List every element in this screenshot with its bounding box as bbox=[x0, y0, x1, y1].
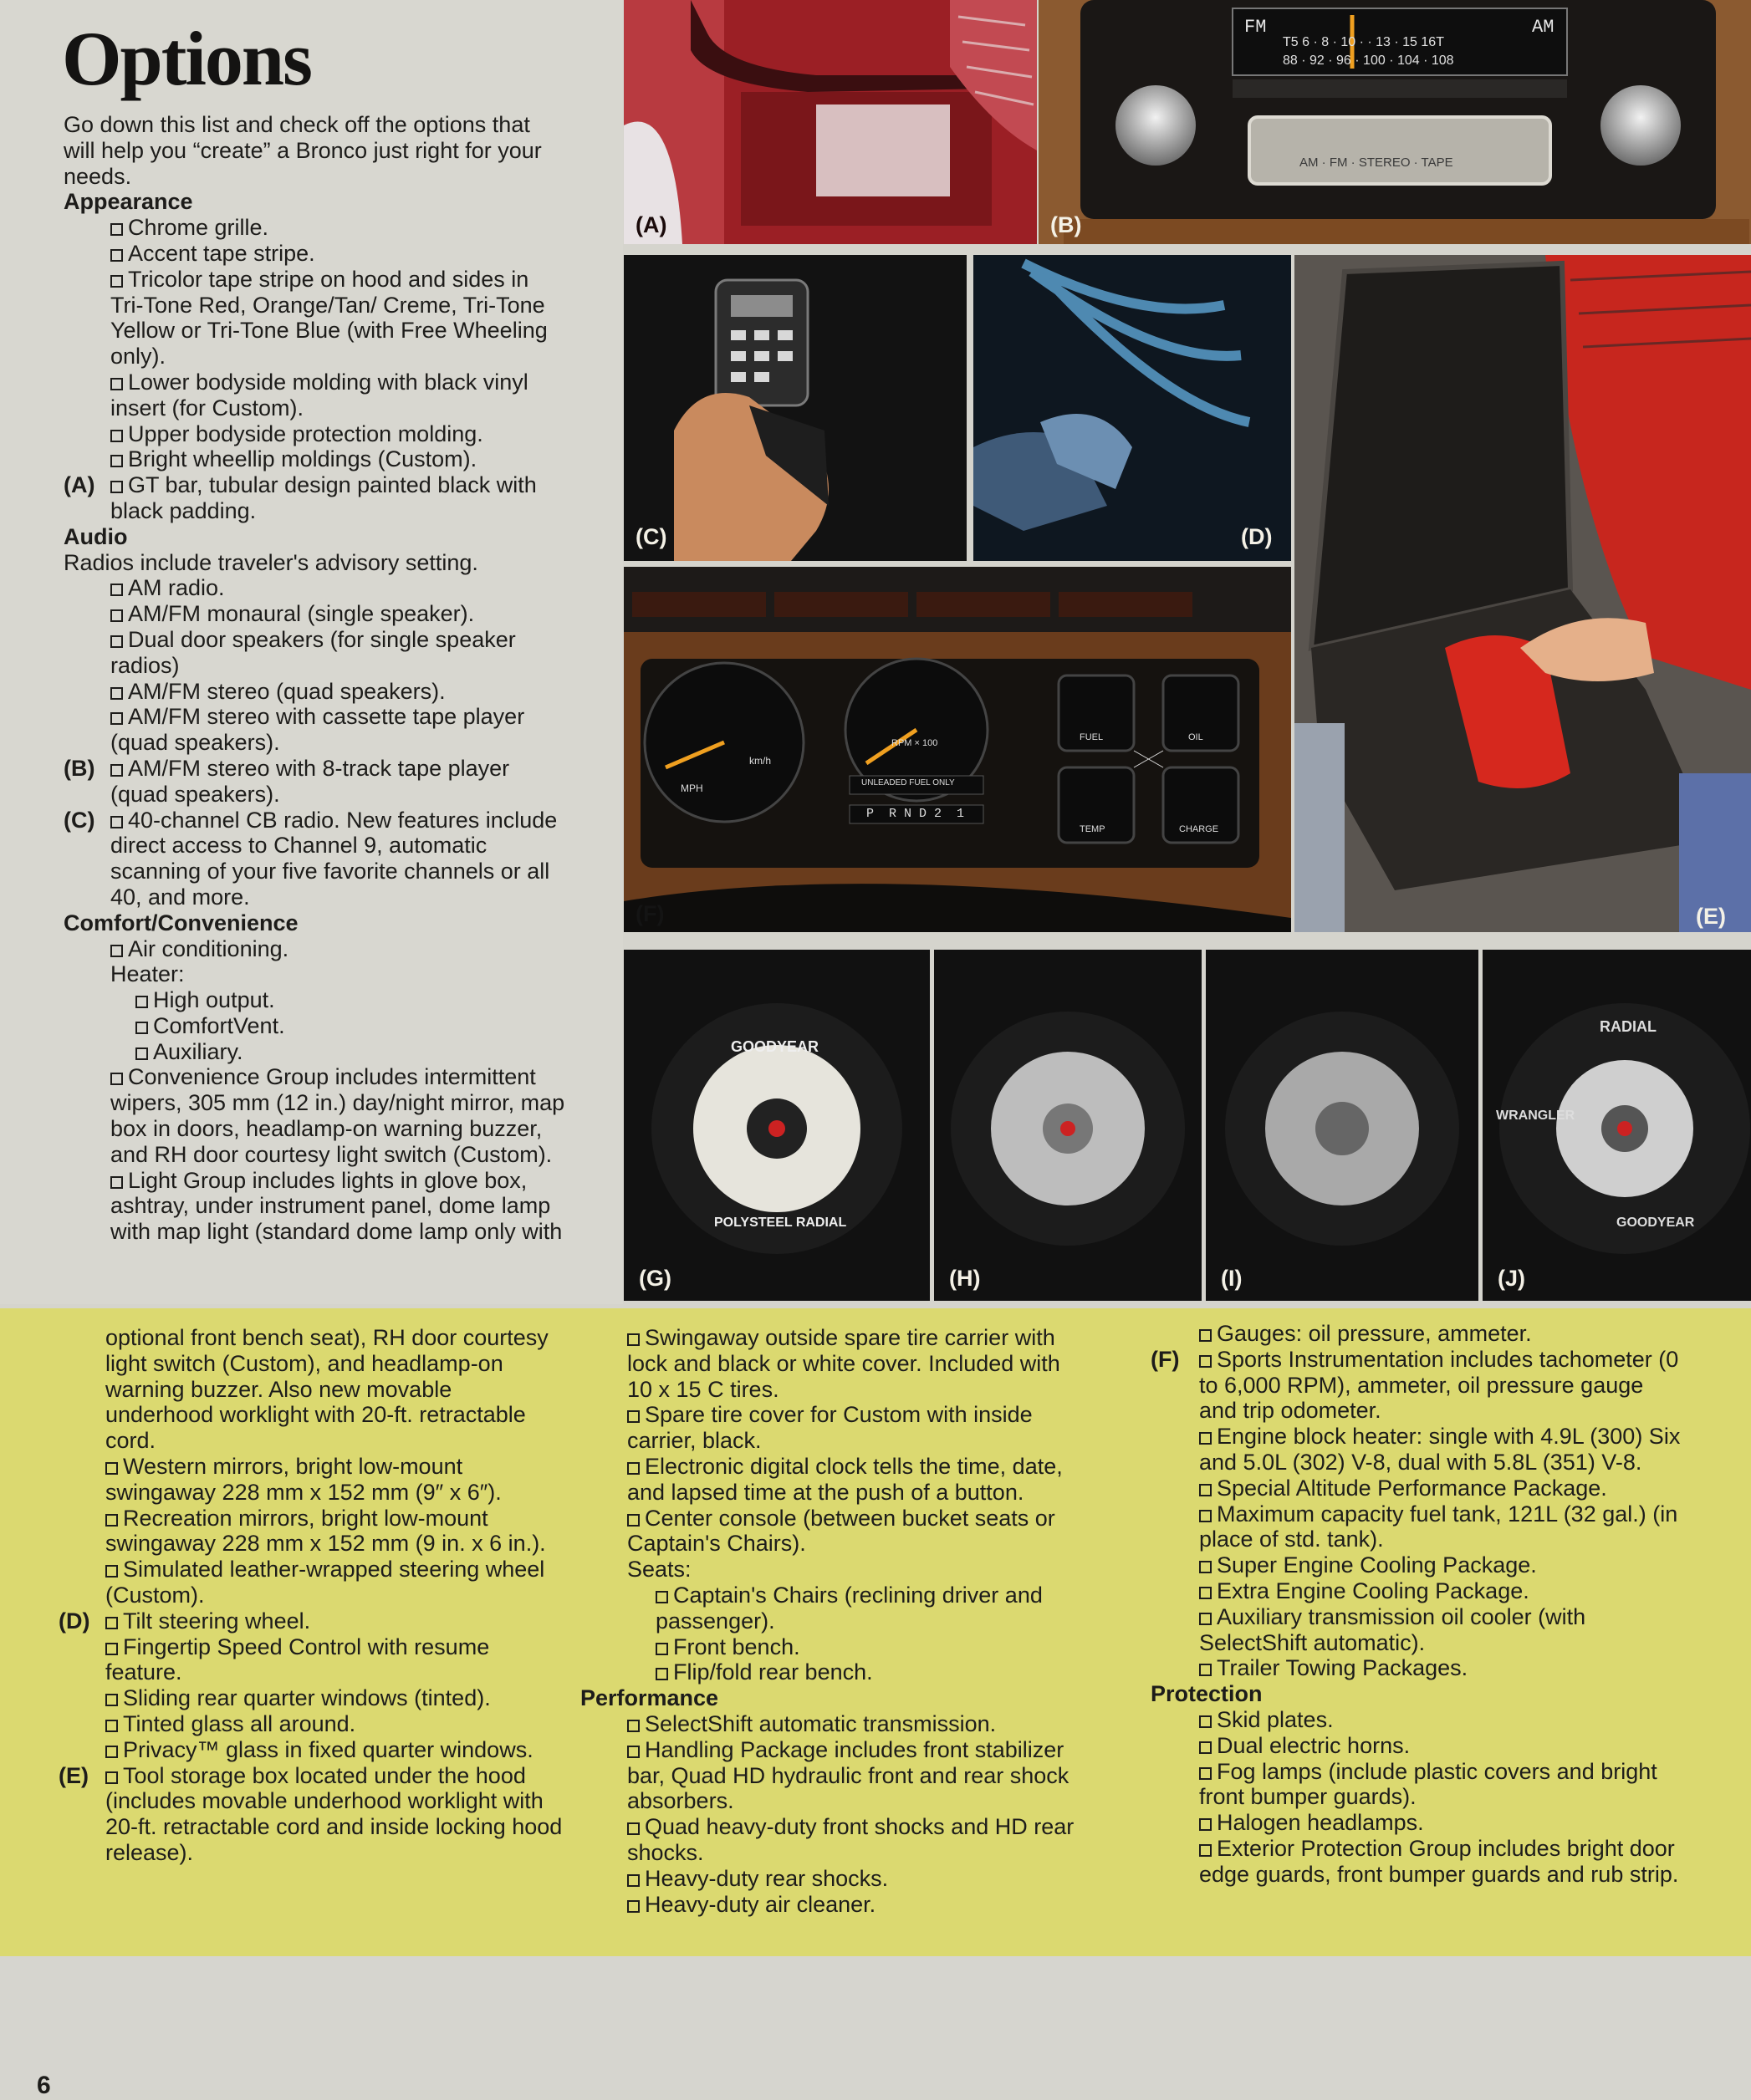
option-item bbox=[64, 1737, 565, 1763]
photo-label-b: (B) bbox=[1050, 212, 1082, 237]
option-text: Audio bbox=[64, 523, 128, 549]
option-item bbox=[64, 446, 565, 472]
option-item bbox=[1151, 1578, 1686, 1604]
checkbox-icon[interactable] bbox=[105, 1771, 118, 1784]
option-item bbox=[580, 1737, 1082, 1814]
footer-band bbox=[0, 1956, 1751, 2090]
checkbox-icon[interactable] bbox=[110, 455, 123, 467]
checkbox-icon[interactable] bbox=[1199, 1741, 1212, 1754]
checkbox-icon[interactable] bbox=[110, 816, 123, 828]
section-heading bbox=[580, 1685, 1082, 1711]
option-item bbox=[64, 1168, 565, 1245]
option-subitem bbox=[580, 1583, 1082, 1634]
option-text: Protection bbox=[1151, 1681, 1263, 1707]
option-item bbox=[64, 601, 565, 627]
checkbox-icon[interactable] bbox=[110, 1073, 123, 1085]
prnd-indicator: P R N D 2 1 bbox=[866, 807, 965, 821]
option-subitem bbox=[64, 1013, 565, 1039]
checkbox-icon[interactable] bbox=[627, 1333, 640, 1346]
option-subitem bbox=[580, 1634, 1082, 1660]
photo-label-a: (A) bbox=[636, 212, 667, 237]
option-text: ComfortVent. bbox=[153, 1012, 285, 1038]
option-text: Tricolor tape stripe on hood and sides in Tri-Tone Red, Orange/Tan/ Creme, Tri-Tone Yellow or Tri-Tone Blue (with Free Wheeling only). bbox=[110, 266, 548, 370]
option-item bbox=[64, 679, 565, 705]
option-item bbox=[580, 1454, 1082, 1506]
checkbox-icon[interactable] bbox=[1199, 1818, 1212, 1831]
option-text: Upper bodyside protection molding. bbox=[128, 421, 483, 446]
option-item bbox=[64, 421, 565, 447]
option-item bbox=[1151, 1836, 1686, 1888]
photo-radio bbox=[1039, 0, 1751, 244]
photo-reference-tag: (D) bbox=[59, 1608, 90, 1634]
option-item bbox=[64, 756, 565, 808]
checkbox-icon[interactable] bbox=[110, 712, 123, 725]
option-item bbox=[64, 1064, 565, 1167]
checkbox-icon[interactable] bbox=[1199, 1767, 1212, 1780]
option-text: Privacy™ glass in fixed quarter windows. bbox=[123, 1736, 533, 1762]
photo-tilt-steering bbox=[973, 255, 1291, 561]
option-text: AM/FM stereo with cassette tape player (quad speakers). bbox=[110, 704, 525, 756]
option-text: Radios include traveler's advisory setting. bbox=[64, 549, 478, 575]
option-item bbox=[59, 1762, 565, 1866]
option-item bbox=[64, 370, 565, 421]
option-text: Dual door speakers (for single speaker radios) bbox=[110, 626, 516, 678]
option-item bbox=[64, 472, 565, 524]
checkbox-icon[interactable] bbox=[1199, 1329, 1212, 1342]
option-item bbox=[1151, 1424, 1686, 1476]
option-text: Engine block heater: single with 4.9L (300) Six and 5.0L (302) V-8, dual with 5.8L (351) V-8. bbox=[1199, 1424, 1681, 1475]
checkbox-icon[interactable] bbox=[105, 1462, 118, 1475]
oil-gauge-label: OIL bbox=[1188, 732, 1203, 742]
temp-gauge-label: TEMP bbox=[1080, 824, 1105, 834]
option-text: Simulated leather-wrapped steering wheel (Custom). bbox=[105, 1557, 545, 1608]
option-text: Heavy-duty rear shocks. bbox=[645, 1865, 889, 1891]
option-text: Tinted glass all around. bbox=[123, 1710, 356, 1736]
option-text: Convenience Group includes intermittent wipers, 305 mm (12 in.) day/night mirror, map box in doors, headlamp-on warning buzzer, and RH door courtesy light switch (Custom). bbox=[110, 1064, 565, 1167]
unleaded-fuel-label: UNLEADED FUEL ONLY bbox=[861, 778, 955, 788]
checkbox-icon[interactable] bbox=[1199, 1561, 1212, 1573]
checkbox-icon[interactable] bbox=[110, 249, 123, 262]
checkbox-icon[interactable] bbox=[1199, 1432, 1212, 1445]
checkbox-icon[interactable] bbox=[627, 1900, 640, 1913]
option-item bbox=[64, 808, 565, 910]
checkbox-icon[interactable] bbox=[135, 996, 148, 1008]
option-text: Fingertip Speed Control with resume feature. bbox=[105, 1634, 490, 1685]
checkbox-icon[interactable] bbox=[627, 1874, 640, 1887]
photo-reference-tag: (F) bbox=[1151, 1346, 1180, 1372]
gauge-rpm-label: RPM × 100 bbox=[891, 738, 938, 748]
checkbox-icon[interactable] bbox=[656, 1643, 668, 1655]
photo-reference-tag: (B) bbox=[64, 755, 95, 781]
charge-gauge-label: CHARGE bbox=[1179, 824, 1219, 834]
option-item bbox=[1151, 1552, 1686, 1578]
option-text: 40-channel CB radio. New features include direct access to Channel 9, automatic scanning of your five favorite channels or all 40, and more. bbox=[110, 807, 558, 910]
option-text: Light Group includes lights in glove box, ashtray, under instrument panel, dome lamp with map light (standard dome lamp only with bbox=[110, 1167, 563, 1245]
checkbox-icon[interactable] bbox=[110, 223, 123, 236]
photo-reference-tag: (E) bbox=[59, 1762, 89, 1788]
option-text: Accent tape stripe. bbox=[128, 240, 315, 266]
option-text: Electronic digital clock tells the time, date, and lapsed time at the push of a button. bbox=[627, 1453, 1063, 1505]
checkbox-icon[interactable] bbox=[135, 1047, 148, 1060]
option-subitem bbox=[64, 1039, 565, 1065]
checkbox-icon[interactable] bbox=[110, 945, 123, 957]
option-sublabel bbox=[64, 961, 565, 987]
option-text: optional front bench seat), RH door courtesy light switch (Custom), and headlamp-on warning buzzer. Also new movable underhood worklight with 20-ft. retractable cord. bbox=[105, 1325, 549, 1454]
option-item bbox=[59, 1608, 565, 1634]
photo-label-e: (E) bbox=[1696, 904, 1726, 929]
gauge-kmh-label: km/h bbox=[749, 755, 772, 767]
section-heading bbox=[1151, 1681, 1686, 1707]
fuel-gauge-label: FUEL bbox=[1080, 732, 1104, 742]
option-item bbox=[580, 1402, 1082, 1454]
option-item bbox=[64, 1557, 565, 1608]
tire-wrangler-text: WRANGLER bbox=[1496, 1109, 1575, 1123]
tire-goodyear-text: GOODYEAR bbox=[731, 1038, 819, 1055]
option-text: Seats: bbox=[627, 1557, 692, 1583]
option-item bbox=[1151, 1655, 1686, 1681]
option-item bbox=[1151, 1476, 1686, 1501]
gauge-mph-label: MPH bbox=[681, 782, 703, 794]
section-heading bbox=[64, 910, 565, 936]
option-text: High output. bbox=[153, 987, 275, 1013]
checkbox-icon[interactable] bbox=[1199, 1664, 1212, 1676]
option-item bbox=[580, 1506, 1082, 1557]
option-continuation bbox=[64, 1325, 565, 1454]
option-text: Extra Engine Cooling Package. bbox=[1217, 1578, 1529, 1603]
photo-wheel-h bbox=[934, 950, 1202, 1301]
option-text: Tool storage box located under the hood (includes movable underhood worklight with 20-ft. retractable cord and inside locking hood release). bbox=[105, 1762, 563, 1865]
radio-fm-button: FM bbox=[1244, 17, 1267, 38]
option-text: AM/FM stereo (quad speakers). bbox=[128, 678, 446, 704]
option-item bbox=[64, 1506, 565, 1557]
options-column-1 bbox=[64, 112, 565, 1245]
section-note bbox=[64, 550, 565, 576]
photo-wheel-i bbox=[1206, 950, 1478, 1301]
checkbox-icon[interactable] bbox=[1199, 1587, 1212, 1599]
checkbox-icon[interactable] bbox=[627, 1410, 640, 1423]
option-item bbox=[64, 936, 565, 962]
option-item bbox=[580, 1325, 1082, 1402]
photo-label-j: (J) bbox=[1498, 1266, 1525, 1291]
option-item bbox=[64, 627, 565, 679]
radio-nameplate: AM · FM · STEREO · TAPE bbox=[1299, 155, 1453, 170]
option-item bbox=[64, 267, 565, 370]
option-text: SelectShift automatic transmission. bbox=[645, 1710, 997, 1736]
radio-scale-am: T5 6 · 8 · 10 · · 13 · 15 16T bbox=[1283, 35, 1444, 49]
option-text: Western mirrors, bright low-mount swingaway 228 mm x 152 mm (9″ x 6″). bbox=[105, 1453, 502, 1505]
photo-sports-instrumentation bbox=[624, 567, 1291, 932]
checkbox-icon[interactable] bbox=[135, 1022, 148, 1034]
intro-text: Go down this list and check off the options that will help you “create” a Bronco just right for your needs. bbox=[64, 112, 542, 189]
option-item bbox=[1151, 1347, 1686, 1424]
option-item bbox=[1151, 1501, 1686, 1553]
option-item bbox=[580, 1892, 1082, 1918]
options-column-4 bbox=[1151, 1321, 1686, 1888]
checkbox-icon[interactable] bbox=[110, 378, 123, 390]
option-item bbox=[1151, 1604, 1686, 1656]
option-text: Halogen headlamps. bbox=[1217, 1810, 1424, 1836]
checkbox-icon[interactable] bbox=[105, 1565, 118, 1578]
checkbox-icon[interactable] bbox=[627, 1462, 640, 1475]
options-column-3 bbox=[580, 1325, 1082, 1917]
checkbox-icon[interactable] bbox=[110, 275, 123, 288]
checkbox-icon[interactable] bbox=[1199, 1613, 1212, 1625]
checkbox-icon[interactable] bbox=[656, 1591, 668, 1603]
option-text: Auxiliary transmission oil cooler (with SelectShift automatic). bbox=[1199, 1603, 1586, 1655]
option-item bbox=[64, 1711, 565, 1737]
option-item bbox=[64, 704, 565, 756]
option-text: Super Engine Cooling Package. bbox=[1217, 1552, 1537, 1578]
option-text: Skid plates. bbox=[1217, 1706, 1334, 1732]
option-text: Handling Package includes front stabilizer bar, Quad HD hydraulic front and rear shock absorbers. bbox=[627, 1736, 1069, 1814]
checkbox-icon[interactable] bbox=[105, 1514, 118, 1527]
photo-label-d: (D) bbox=[1241, 524, 1273, 549]
option-text: GT bar, tubular design painted black with black padding. bbox=[110, 472, 537, 523]
option-text: Gauges: oil pressure, ammeter. bbox=[1217, 1321, 1532, 1346]
option-text: Front bench. bbox=[673, 1634, 800, 1659]
checkbox-icon[interactable] bbox=[1199, 1484, 1212, 1496]
page-number: 6 bbox=[37, 2072, 51, 2099]
option-text: Special Altitude Performance Package. bbox=[1217, 1475, 1607, 1501]
checkbox-icon[interactable] bbox=[110, 609, 123, 622]
tire-goodyear-j-text: GOODYEAR bbox=[1616, 1216, 1695, 1230]
checkbox-icon[interactable] bbox=[110, 430, 123, 442]
option-item bbox=[580, 1814, 1082, 1866]
option-text: Quad heavy-duty front shocks and HD rear shocks. bbox=[627, 1814, 1075, 1865]
photo-label-i: (I) bbox=[1221, 1266, 1243, 1291]
option-item bbox=[580, 1866, 1082, 1892]
option-item bbox=[64, 1685, 565, 1711]
checkbox-icon[interactable] bbox=[105, 1694, 118, 1706]
option-item bbox=[64, 215, 565, 241]
checkbox-icon[interactable] bbox=[1199, 1355, 1212, 1368]
option-item bbox=[1151, 1321, 1686, 1347]
photo-label-f: (F) bbox=[636, 901, 665, 926]
photo-reference-tag: (A) bbox=[64, 472, 95, 498]
checkbox-icon[interactable] bbox=[110, 481, 123, 493]
photo-label-h: (H) bbox=[949, 1266, 981, 1291]
checkbox-icon[interactable] bbox=[1199, 1510, 1212, 1522]
option-text: Center console (between bucket seats or Captain's Chairs). bbox=[627, 1505, 1055, 1557]
section-heading bbox=[64, 524, 565, 550]
option-text: Flip/fold rear bench. bbox=[673, 1659, 873, 1685]
option-text: Maximum capacity fuel tank, 121L (32 gal.) (in place of std. tank). bbox=[1199, 1501, 1678, 1552]
option-text: Recreation mirrors, bright low-mount swingaway 228 mm x 152 mm (9 in. x 6 in.). bbox=[105, 1505, 546, 1557]
checkbox-icon[interactable] bbox=[110, 635, 123, 648]
section-heading bbox=[64, 189, 565, 215]
option-item bbox=[1151, 1707, 1686, 1733]
checkbox-icon[interactable] bbox=[1199, 1715, 1212, 1728]
photo-cb-radio bbox=[624, 255, 967, 561]
page-title: Options bbox=[62, 16, 311, 101]
checkbox-icon[interactable] bbox=[627, 1514, 640, 1527]
photo-label-g: (G) bbox=[639, 1266, 671, 1291]
tire-polysteel-text: POLYSTEEL RADIAL bbox=[714, 1216, 847, 1230]
checkbox-icon[interactable] bbox=[105, 1617, 118, 1629]
option-text: Heavy-duty air cleaner. bbox=[645, 1891, 876, 1917]
photo-wheel-g bbox=[624, 950, 930, 1301]
option-text: Heater: bbox=[110, 961, 185, 987]
checkbox-icon[interactable] bbox=[105, 1643, 118, 1655]
option-text: Comfort/Convenience bbox=[64, 910, 299, 935]
radio-scale-fm: 88 · 92 · 96 · 100 · 104 · 108 bbox=[1283, 54, 1454, 68]
photo-reference-tag: (C) bbox=[64, 807, 95, 833]
options-column-2 bbox=[59, 1325, 565, 1866]
checkbox-icon[interactable] bbox=[627, 1822, 640, 1835]
checkbox-icon[interactable] bbox=[110, 687, 123, 700]
tire-radial-text: RADIAL bbox=[1600, 1018, 1657, 1035]
option-text: Tilt steering wheel. bbox=[123, 1608, 311, 1634]
option-text: Spare tire cover for Custom with inside carrier, black. bbox=[627, 1402, 1033, 1454]
checkbox-icon[interactable] bbox=[1199, 1844, 1212, 1857]
section-note bbox=[580, 1557, 1082, 1583]
option-text: Trailer Towing Packages. bbox=[1217, 1655, 1468, 1681]
option-text: Appearance bbox=[64, 189, 193, 215]
option-item bbox=[1151, 1733, 1686, 1759]
option-text: Fog lamps (include plastic covers and bright front bumper guards). bbox=[1199, 1758, 1657, 1810]
option-text: Auxiliary. bbox=[153, 1038, 243, 1064]
option-text: AM/FM monaural (single speaker). bbox=[128, 601, 475, 627]
option-subitem bbox=[64, 987, 565, 1013]
option-subitem bbox=[580, 1659, 1082, 1685]
photo-tool-storage-box bbox=[1294, 255, 1751, 932]
option-text: Bright wheellip moldings (Custom). bbox=[128, 446, 477, 472]
photo-gt-bar bbox=[624, 0, 1037, 244]
radio-am-button: AM bbox=[1532, 17, 1554, 38]
option-item bbox=[64, 575, 565, 601]
checkbox-icon[interactable] bbox=[656, 1668, 668, 1680]
checkbox-icon[interactable] bbox=[105, 1746, 118, 1758]
option-text: Lower bodyside molding with black vinyl insert (for Custom). bbox=[110, 369, 528, 421]
checkbox-icon[interactable] bbox=[627, 1746, 640, 1758]
option-text: Captain's Chairs (reclining driver and passenger). bbox=[656, 1582, 1043, 1634]
checkbox-icon[interactable] bbox=[627, 1720, 640, 1732]
option-item bbox=[64, 1634, 565, 1686]
option-text: Dual electric horns. bbox=[1217, 1732, 1411, 1758]
option-text: Swingaway outside spare tire carrier with lock and black or white cover. Included with 10 x 15 C tires. bbox=[627, 1325, 1060, 1402]
option-item bbox=[580, 1711, 1082, 1737]
option-item bbox=[1151, 1759, 1686, 1811]
option-text: AM/FM stereo with 8-track tape player (quad speakers). bbox=[110, 755, 510, 807]
option-text: Sports Instrumentation includes tachometer (0 to 6,000 RPM), ammeter, oil pressure gauge and trip odometer. bbox=[1199, 1346, 1679, 1424]
photo-wheel-j bbox=[1483, 950, 1751, 1301]
option-text: Exterior Protection Group includes bright door edge guards, front bumper guards and rub strip. bbox=[1199, 1835, 1679, 1887]
option-text: Sliding rear quarter windows (tinted). bbox=[123, 1685, 491, 1711]
option-item bbox=[1151, 1810, 1686, 1836]
photo-label-c: (C) bbox=[636, 524, 667, 549]
checkbox-icon[interactable] bbox=[110, 584, 123, 596]
option-text: Air conditioning. bbox=[128, 935, 289, 961]
checkbox-icon[interactable] bbox=[110, 1176, 123, 1189]
checkbox-icon[interactable] bbox=[110, 764, 123, 777]
option-text: AM radio. bbox=[128, 575, 225, 601]
option-text: Performance bbox=[580, 1685, 719, 1711]
option-text: Chrome grille. bbox=[128, 215, 269, 241]
checkbox-icon[interactable] bbox=[105, 1720, 118, 1732]
option-item bbox=[64, 241, 565, 267]
option-item bbox=[64, 1454, 565, 1506]
